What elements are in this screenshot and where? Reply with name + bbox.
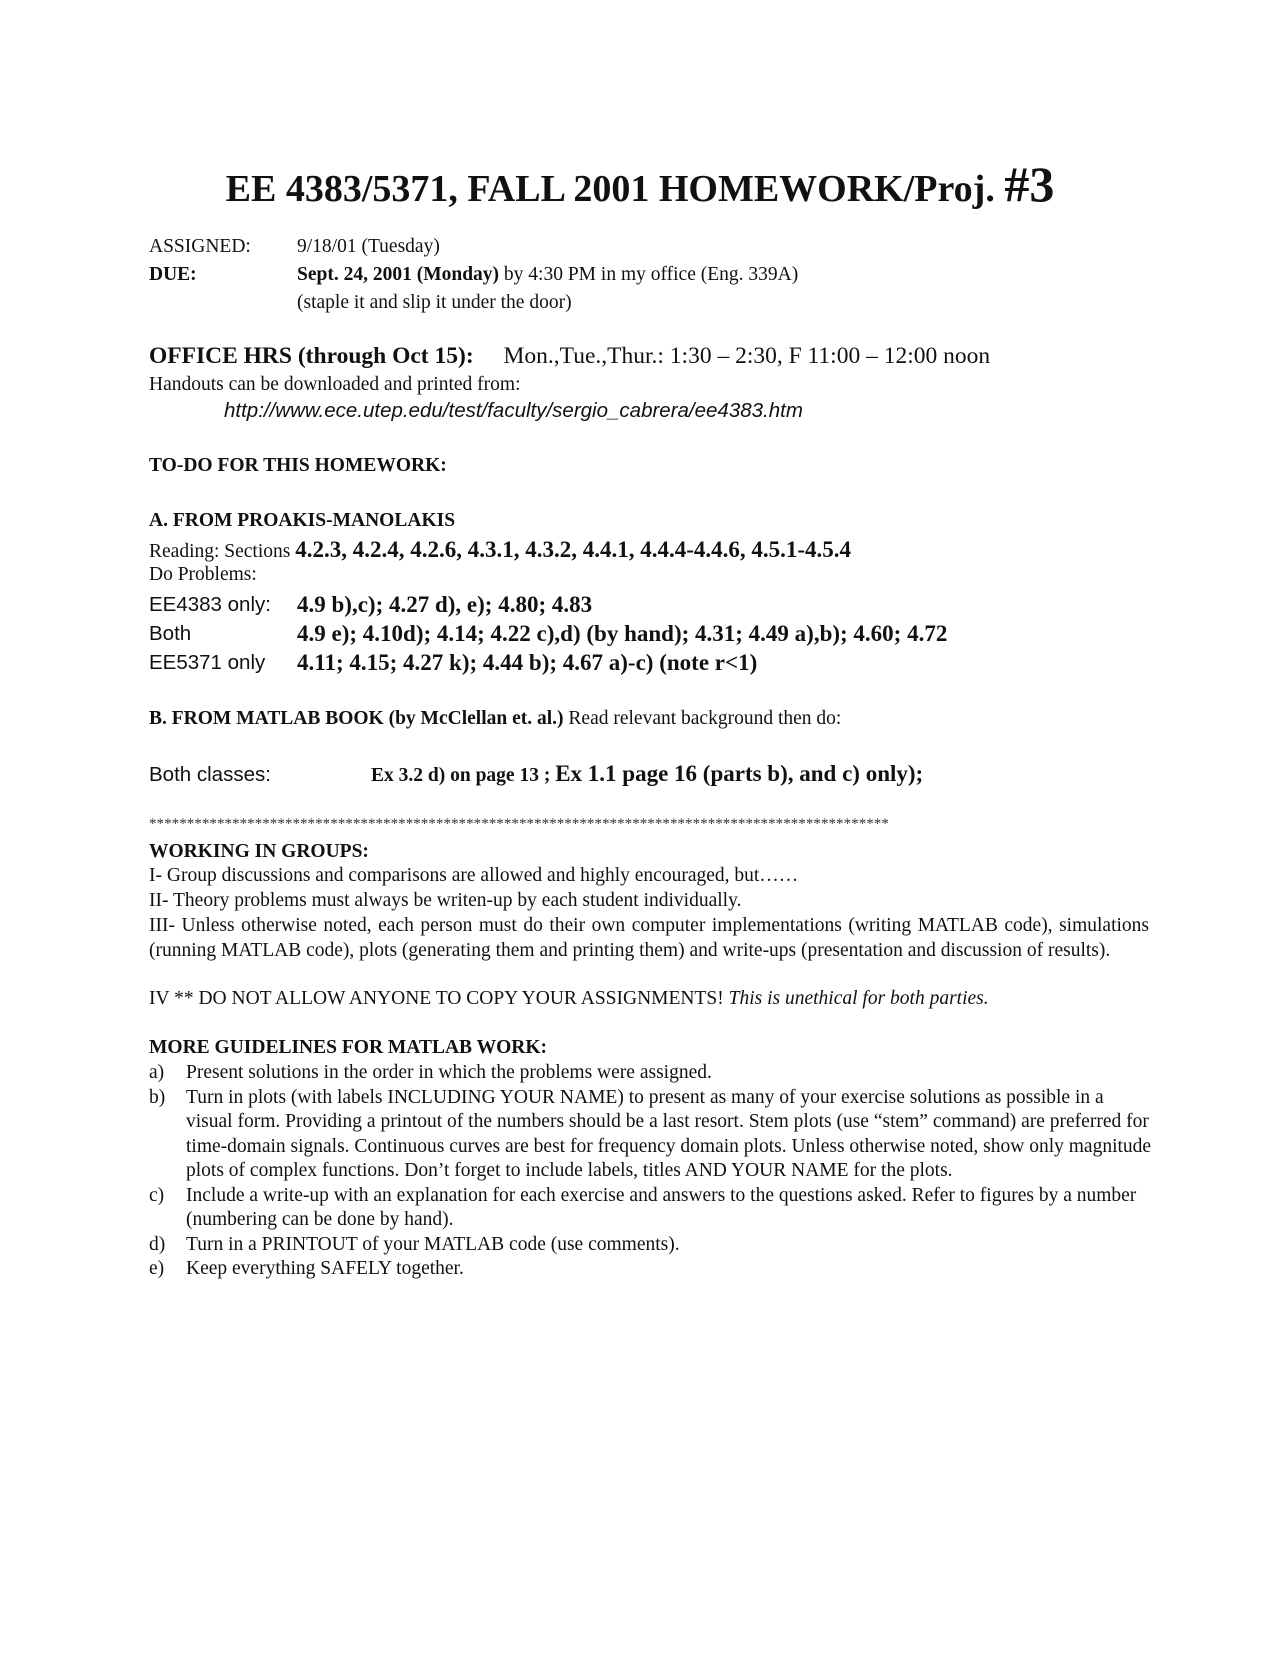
separator-line: **************************************************************************************************	[149, 816, 889, 832]
list-item	[149, 1233, 1153, 1258]
problem-row-value: 4.9 e); 4.10d); 4.14; 4.22 c),d) (by hand); 4.31; 4.49 a),b); 4.60; 4.72	[297, 621, 948, 646]
page-title	[0, 155, 1280, 213]
reading-label: Reading: Sections	[149, 541, 296, 562]
handouts-text: Handouts can be downloaded and printed from:	[149, 374, 521, 395]
groups-heading: WORKING IN GROUPS:	[149, 841, 369, 862]
due-rest: by 4:30 PM in my office (Eng. 339A)	[499, 264, 799, 285]
groups-warning-italic: This is unethical for both parties.	[728, 988, 989, 1009]
section-a-heading: A. FROM PROAKIS-MANOLAKIS	[149, 510, 456, 531]
problem-row-value: 4.11; 4.15; 4.27 k); 4.44 b); 4.67 a)-c) (note r<1)	[297, 650, 758, 675]
reading-sections: 4.2.3, 4.2.4, 4.2.6, 4.3.1, 4.3.2, 4.4.1, 4.4.4-4.4.6, 4.5.1-4.5.4	[295, 537, 852, 562]
both-classes-label: Both classes:	[149, 763, 271, 786]
due-line	[297, 264, 798, 286]
list-item	[149, 1257, 1153, 1282]
handouts-url[interactable]: http://www.ece.utep.edu/test/faculty/sergio_cabrera/ee4383.htm	[224, 399, 803, 422]
office-hours-value: Mon.,Tue.,Thur.: 1:30 – 2:30, F 11:00 – 12:00 noon	[503, 343, 991, 369]
exercise-part2: Ex 1.1 page 16 (parts b), and c) only);	[555, 761, 924, 786]
list-text: Turn in a PRINTOUT of your MATLAB code (use comments).	[186, 1233, 680, 1255]
list-text: Include a write-up with an explanation for each exercise and answers to the questions asked. Refer to figures by a number (numbering can be done by hand).	[186, 1184, 1137, 1230]
title-number: #3	[1004, 156, 1055, 212]
problem-row-label: EE5371 only	[149, 651, 266, 674]
office-hours-label: OFFICE HRS (through Oct 15):	[149, 343, 474, 369]
groups-item: II- Theory problems must always be writen-up by each student individually.	[149, 890, 742, 911]
todo-heading: TO-DO FOR THIS HOMEWORK:	[149, 455, 447, 476]
list-text: Present solutions in the order in which the problems were assigned.	[186, 1062, 712, 1083]
groups-item: III- Unless otherwise noted, each person must do their own computer implementations (writing MATLAB code), simulations (running MATLAB code), plots (generating them and printing them) and write-ups (presentation and discussion of results).	[149, 915, 1149, 961]
title-main: EE 4383/5371, FALL 2001 HOMEWORK/Proj.	[225, 168, 995, 210]
problem-row-value: 4.9 b),c); 4.27 d), e); 4.80; 4.83	[297, 592, 593, 617]
reading-line	[149, 537, 851, 563]
groups-item	[149, 988, 989, 1010]
list-marker: e)	[149, 1258, 165, 1279]
list-marker: d)	[149, 1233, 166, 1255]
due-date: Sept. 24, 2001 (Monday)	[297, 264, 500, 285]
due-label: DUE:	[149, 264, 197, 285]
list-text: Keep everything SAFELY together.	[186, 1258, 464, 1279]
list-item	[149, 1061, 1153, 1086]
list-item	[149, 1086, 1153, 1184]
list-marker: b)	[149, 1086, 166, 1108]
list-marker: a)	[149, 1062, 165, 1083]
problem-row-label: EE4383 only:	[149, 593, 271, 616]
exercise-part1: Ex 3.2 d) on page 13 ;	[371, 765, 556, 786]
list-item	[149, 1184, 1153, 1233]
groups-item: I- Group discussions and comparisons are allowed and highly encouraged, but……	[149, 865, 799, 886]
do-problems-label: Do Problems:	[149, 564, 257, 585]
section-b-heading-line	[149, 708, 841, 730]
guidelines-heading: MORE GUIDELINES FOR MATLAB WORK:	[149, 1037, 547, 1058]
groups-warning: IV ** DO NOT ALLOW ANYONE TO COPY YOUR ASSIGNMENTS!	[149, 988, 729, 1009]
both-classes-exercises	[371, 761, 923, 787]
list-text: Turn in plots (with labels INCLUDING YOUR NAME) to present as many of your exercise solutions as possible in a visual form. Providing a printout of the numbers should be a last resort. Stem plots (use “stem” command) are preferred for time-domain signals. Continuous curves are best for frequency domain plots. Unless otherwise noted, show only magnitude plots of complex functions. Don’t forget to include labels, titles AND YOUR NAME for the plots.	[186, 1086, 1152, 1181]
section-b-heading-rest: Read relevant background then do:	[563, 708, 842, 729]
section-b-heading: B. FROM MATLAB BOOK (by McClellan et. al.)	[149, 708, 564, 729]
office-hours-line	[149, 343, 990, 370]
guidelines-list	[149, 1061, 1153, 1282]
problem-row-label: Both	[149, 622, 192, 645]
due-note: (staple it and slip it under the door)	[297, 292, 572, 313]
assigned-label: ASSIGNED:	[149, 236, 251, 257]
list-marker: c)	[149, 1184, 165, 1206]
assigned-value: 9/18/01 (Tuesday)	[297, 236, 440, 257]
